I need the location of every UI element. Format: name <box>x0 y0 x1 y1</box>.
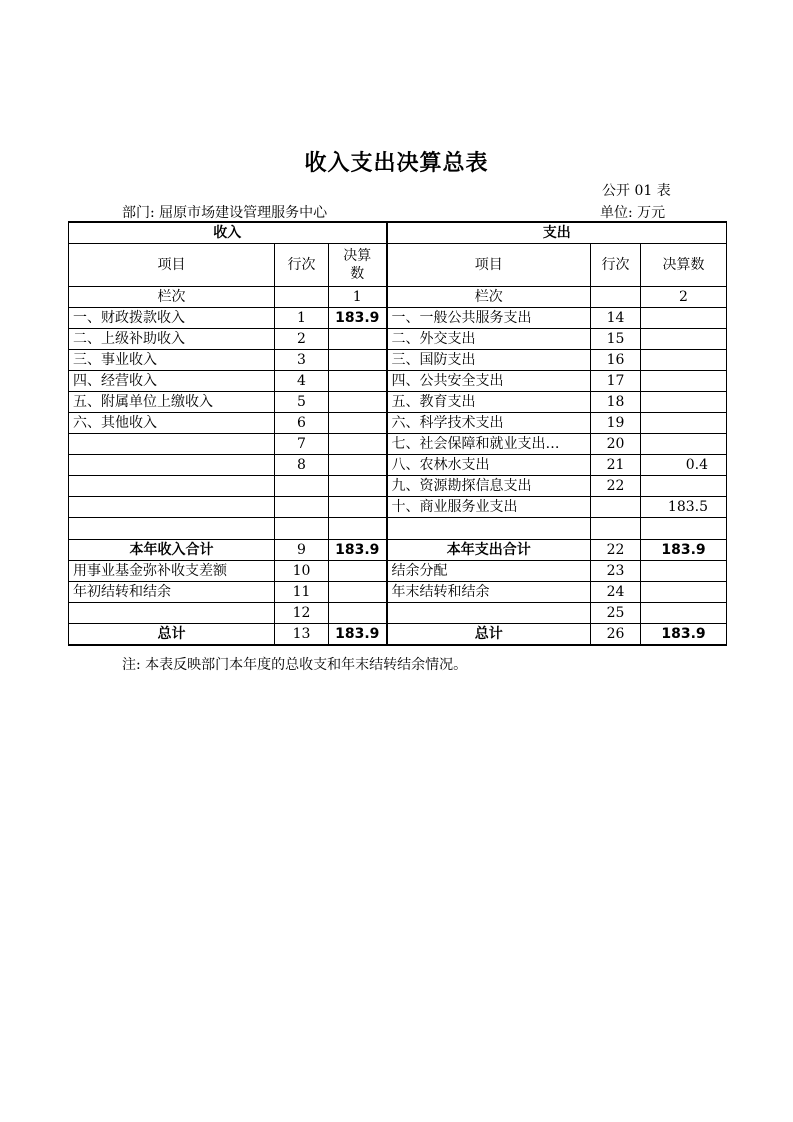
income-item: 五、附属单位上缴收入 <box>69 392 275 413</box>
total-row <box>69 624 727 646</box>
table-row <box>69 476 727 497</box>
income-line: 8 <box>275 455 329 476</box>
table-row <box>69 392 727 413</box>
expense-subtotal-amount: 183.9 <box>641 540 727 561</box>
expense-amount <box>641 413 727 434</box>
income-line <box>275 497 329 518</box>
table-row <box>69 603 727 624</box>
income-item-header: 项目 <box>69 244 275 287</box>
expense-subtotal-label: 本年支出合计 <box>387 540 591 561</box>
expense-item <box>387 603 591 624</box>
expense-item: 五、教育支出 <box>387 392 591 413</box>
income-amount <box>329 350 387 371</box>
income-amount <box>329 413 387 434</box>
income-subtotal-line: 9 <box>275 540 329 561</box>
expense-item: 四、公共安全支出 <box>387 371 591 392</box>
expense-line: 20 <box>591 434 641 455</box>
expense-total-line: 26 <box>591 624 641 646</box>
income-item: 用事业基金弥补收支差额 <box>69 561 275 582</box>
table-row <box>69 308 727 329</box>
page-title: 收入支出决算总表 <box>304 151 489 176</box>
unit-label: 单位: 万元 <box>600 205 666 221</box>
table-row <box>69 350 727 371</box>
income-amount <box>329 497 387 518</box>
income-total-line: 13 <box>275 624 329 646</box>
income-amount <box>329 434 387 455</box>
income-total-label: 总计 <box>69 624 275 646</box>
department-label: 部门: 屈原市场建设管理服务中心 <box>122 205 328 221</box>
expense-amount-header: 决算数 <box>641 244 727 287</box>
expense-amount <box>641 371 727 392</box>
footnote: 注: 本表反映部门本年度的总收支和年末结转结余情况。 <box>122 657 468 673</box>
expense-amount <box>641 476 727 497</box>
expense-subtotal-line: 22 <box>591 540 641 561</box>
income-line: 1 <box>275 308 329 329</box>
income-item: 二、上级补助收入 <box>69 329 275 350</box>
table-row <box>69 455 727 476</box>
income-item: 四、经营收入 <box>69 371 275 392</box>
expense-line: 14 <box>591 308 641 329</box>
section-header-row <box>69 222 727 244</box>
expense-amount: 183.5 <box>641 497 727 518</box>
subtotal-row <box>69 540 727 561</box>
income-amount <box>329 455 387 476</box>
table-row <box>69 582 727 603</box>
income-item <box>69 476 275 497</box>
table-id: 公开 01 表 <box>602 183 671 199</box>
income-amount <box>329 392 387 413</box>
expense-item: 九、资源勘探信息支出 <box>387 476 591 497</box>
col-index-label: 栏次 <box>387 287 591 308</box>
table-row <box>69 329 727 350</box>
income-item: 一、财政拨款收入 <box>69 308 275 329</box>
expense-line: 23 <box>591 561 641 582</box>
expense-line: 15 <box>591 329 641 350</box>
income-line: 4 <box>275 371 329 392</box>
income-subtotal-amount: 183.9 <box>329 540 387 561</box>
expense-item-header: 项目 <box>387 244 591 287</box>
table-row <box>69 434 727 455</box>
expense-line: 19 <box>591 413 641 434</box>
expense-total-label: 总计 <box>387 624 591 646</box>
expense-line: 21 <box>591 455 641 476</box>
income-item <box>69 603 275 624</box>
income-amount <box>329 371 387 392</box>
expense-amount <box>641 350 727 371</box>
table-row <box>69 413 727 434</box>
expense-amount: 0.4 <box>641 455 727 476</box>
income-amount: 183.9 <box>329 308 387 329</box>
col-index-num: 1 <box>329 287 387 308</box>
col-index-label: 栏次 <box>69 287 275 308</box>
expense-item: 七、社会保障和就业支出… <box>387 434 591 455</box>
income-item: 年初结转和结余 <box>69 582 275 603</box>
income-line: 6 <box>275 413 329 434</box>
income-line: 12 <box>275 603 329 624</box>
table-row <box>69 497 727 518</box>
income-total-amount: 183.9 <box>329 624 387 646</box>
income-item: 六、其他收入 <box>69 413 275 434</box>
expense-line: 18 <box>591 392 641 413</box>
expense-item: 六、科学技术支出 <box>387 413 591 434</box>
blank-row <box>69 518 727 540</box>
expense-item: 一、一般公共服务支出 <box>387 308 591 329</box>
income-item: 三、事业收入 <box>69 350 275 371</box>
table-row <box>69 371 727 392</box>
income-line: 11 <box>275 582 329 603</box>
expense-line: 24 <box>591 582 641 603</box>
expense-amount <box>641 329 727 350</box>
col-index-num: 2 <box>641 287 727 308</box>
expense-amount <box>641 308 727 329</box>
income-subtotal-label: 本年收入合计 <box>69 540 275 561</box>
income-heading: 收入 <box>69 222 387 244</box>
expense-line <box>591 497 641 518</box>
expense-item: 三、国防支出 <box>387 350 591 371</box>
expense-item: 十、商业服务业支出 <box>387 497 591 518</box>
expense-total-amount: 183.9 <box>641 624 727 646</box>
expense-amount <box>641 392 727 413</box>
expense-item: 年末结转和结余 <box>387 582 591 603</box>
expense-item: 结余分配 <box>387 561 591 582</box>
expense-item: 八、农林水支出 <box>387 455 591 476</box>
income-amount <box>329 329 387 350</box>
expense-item: 二、外交支出 <box>387 329 591 350</box>
expense-heading: 支出 <box>387 222 727 244</box>
income-line-header: 行次 <box>275 244 329 287</box>
income-item <box>69 455 275 476</box>
income-line: 10 <box>275 561 329 582</box>
column-header-row <box>69 244 727 287</box>
column-index-row <box>69 287 727 308</box>
income-line: 5 <box>275 392 329 413</box>
expense-line: 25 <box>591 603 641 624</box>
expense-line-header: 行次 <box>591 244 641 287</box>
expense-line: 16 <box>591 350 641 371</box>
income-item <box>69 434 275 455</box>
income-line: 2 <box>275 329 329 350</box>
expense-amount <box>641 434 727 455</box>
expense-line: 22 <box>591 476 641 497</box>
income-line: 3 <box>275 350 329 371</box>
table-row <box>69 561 727 582</box>
income-amount <box>329 476 387 497</box>
expense-line: 17 <box>591 371 641 392</box>
income-amount-header: 决算 数 <box>329 244 387 287</box>
income-line: 7 <box>275 434 329 455</box>
budget-table <box>68 221 727 646</box>
income-line <box>275 476 329 497</box>
income-item <box>69 497 275 518</box>
